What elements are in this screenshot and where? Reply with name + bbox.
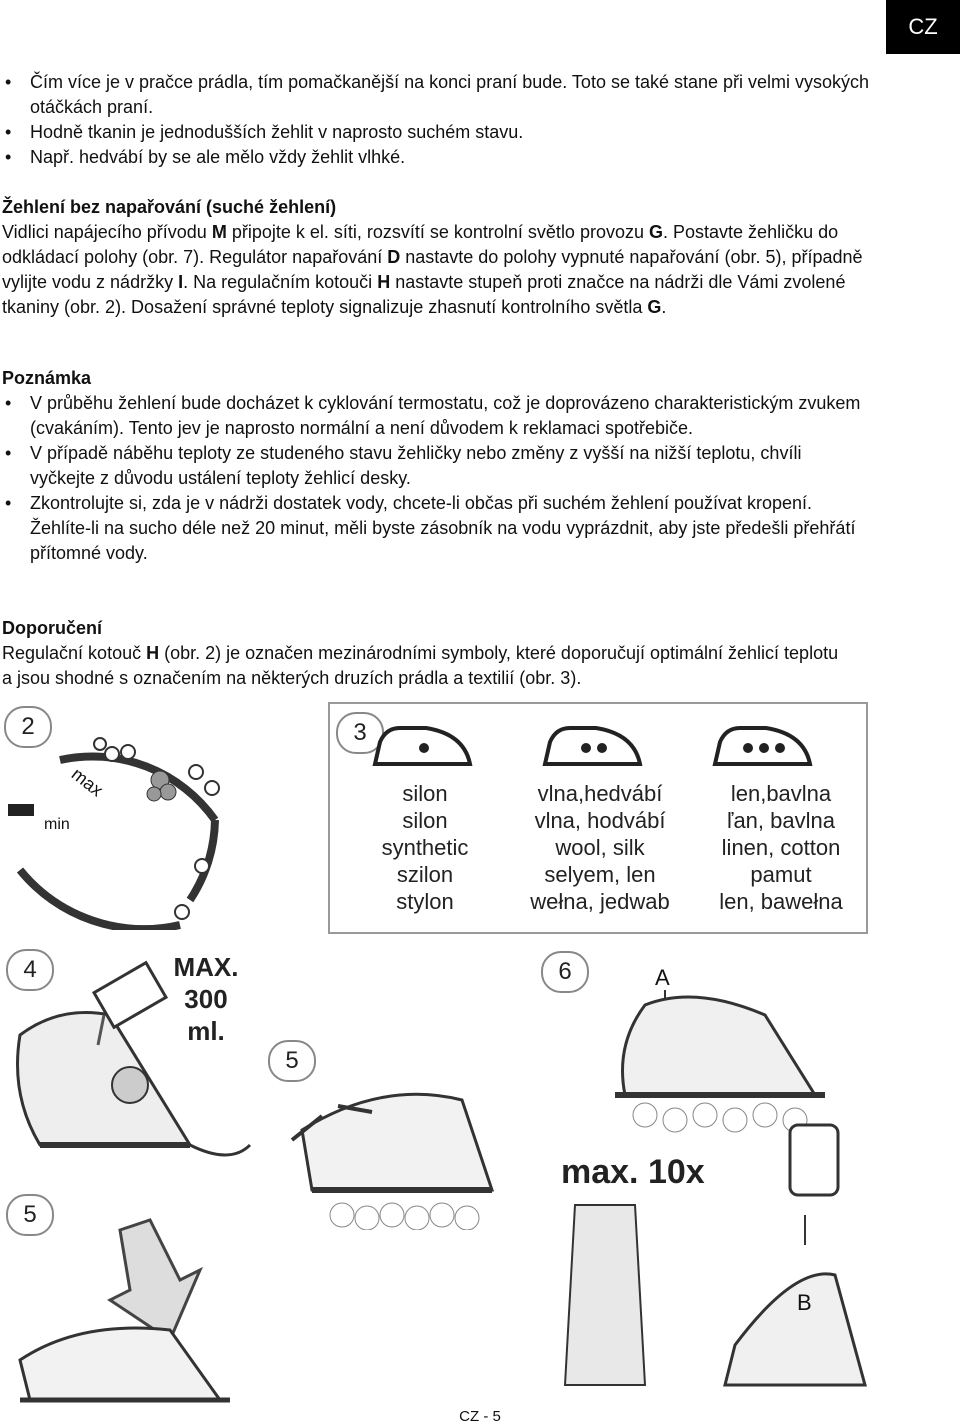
figure-number: 6 <box>541 951 589 993</box>
iron-1-dot-icon <box>375 728 470 764</box>
section-paragraph: Vidlici napájecího přívodu M připojte k el. síti, rozsvítí se kontrolní světlo provozu G. Postavte žehličku do odkládací polohy (obr. 7). Regulátor napařování D nastavte do polohy vypnuté napařování (obr. 5), případně vylijte vodu z nádržky I. Na regulačním kotouči H nastavte stupeň proti značce na nádrži dle Vámi zvolené tkaniny (obr. 2). Dosažení správné teploty signalizuje zhasnutí kontrolního světla G. <box>2 222 863 317</box>
dial-max-label: max <box>67 763 107 801</box>
fabric-column-3: len,bavlna ľan, bavlna linen, cotton pamut len, bawełna <box>719 781 843 914</box>
figure-2-dial <box>0 700 230 930</box>
intro-bullets <box>2 70 902 170</box>
note-section <box>2 366 862 566</box>
list-item: • Např. hedvábí by se ale mělo vždy žehlit vlhké. <box>2 145 902 170</box>
iron-press-illustration <box>0 1190 300 1410</box>
fabric-column-2: vlna,hedvábí vlna, hodvábí wool, silk selyem, len wełna, jedwab <box>530 781 670 914</box>
iron-temperature-icons <box>330 704 866 784</box>
dial-illustration <box>0 700 230 930</box>
section-paragraph: Regulační kotouč H (obr. 2) je označen mezinárodními symboly, které doporučují optimální žehlicí teplotu a jsou shodné s označením na některých druzích prádla a textilií (obr. 3). <box>2 643 839 688</box>
dry-ironing-section <box>2 195 872 320</box>
figure-5-press <box>0 1190 300 1410</box>
figure-number: 3 <box>336 712 384 754</box>
dial-min-label: min <box>44 816 70 833</box>
language-tab: CZ <box>886 0 960 54</box>
figure-number: 5 <box>6 1194 54 1236</box>
figure-number: 4 <box>6 949 54 991</box>
list-item: • Hodně tkanin je jednodušších žehlit v naprosto suchém stavu. <box>2 120 902 145</box>
list-item: • V případě náběhu teploty ze studeného stavu žehličky nebo změny z vyšší na nižší teplotu, chvíli vyčkejte z důvodu ustálení teploty žehlicí desky. <box>2 441 862 491</box>
section-heading: Žehlení bez napařování (suché žehlení) <box>2 197 337 217</box>
section-heading: Doporučení <box>2 618 103 638</box>
figure-3-fabric-table <box>328 702 868 934</box>
label-a: A <box>655 965 670 990</box>
figure-number: 5 <box>268 1040 316 1082</box>
figure-6-steam-shot <box>535 945 955 1405</box>
section-heading: Poznámka <box>2 368 92 388</box>
label-b: B <box>797 1290 812 1315</box>
figure-number: 2 <box>4 706 52 748</box>
down-arrow-icon <box>110 1220 200 1340</box>
max-capacity-label: MAX. 300 ml. <box>173 952 239 1046</box>
shirt-icon <box>565 1205 645 1385</box>
list-item: • Čím více je v pračce prádla, tím pomačkanější na konci praní bude. Toto se také stane při velmi vysokých otáčkách praní. <box>2 70 902 120</box>
list-item: • V průběhu žehlení bude docházet k cyklování termostatu, což je doprovázeno charakteristickým zvukem (cvakáním). Tento jev je naprosto normální a není důvodem k reklamaci spotřebiče. <box>2 391 862 441</box>
steam-button-icon <box>790 1125 838 1195</box>
iron-3-dots-icon <box>715 728 810 764</box>
max-shots-label: max. 10x <box>561 1153 705 1191</box>
fabric-column-1: silon silon synthetic szilon stylon <box>381 781 469 914</box>
figure-4-fill-water <box>0 945 260 1175</box>
list-item: • Zkontrolujte si, zda je v nádrži dostatek vody, chcete-li občas při suchém žehlení používat kropení. Žehlíte-li na sucho déle než 20 minut, měli byste zásobník na vodu vyprázdnit, aby jste předešli přehřátí přítomné vody. <box>2 491 862 566</box>
recommendation-section <box>2 616 852 691</box>
iron-2-dots-icon <box>545 728 640 764</box>
page-number: CZ - 5 <box>459 1408 501 1425</box>
